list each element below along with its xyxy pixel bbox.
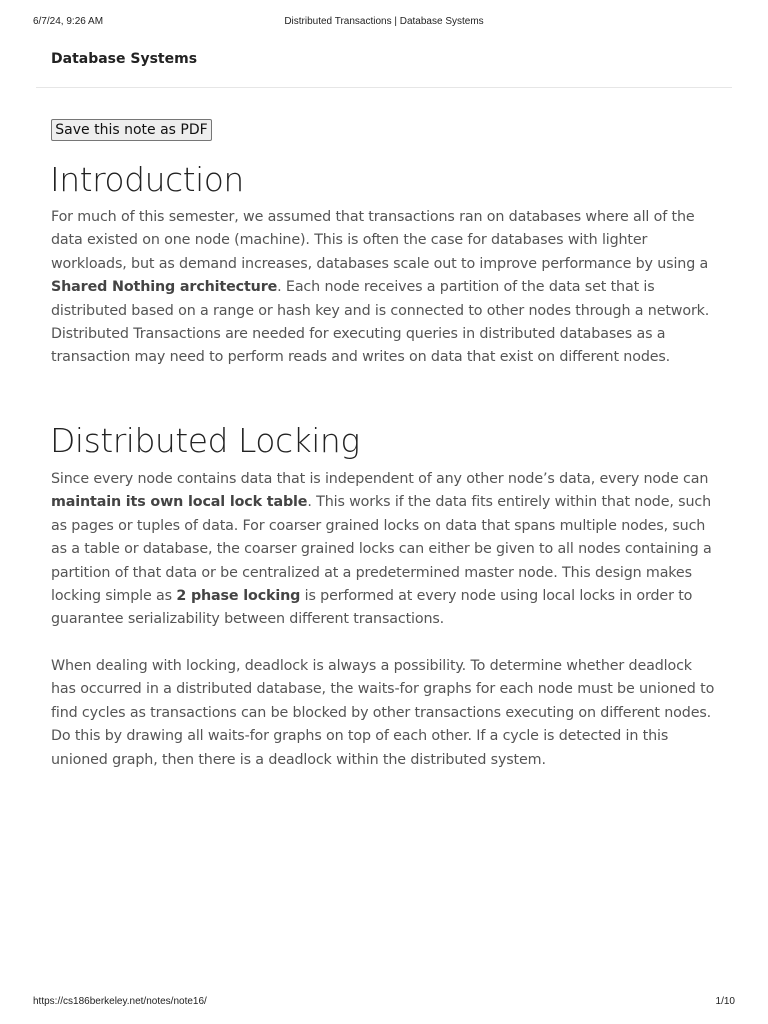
locking-text-2: . This works if the data fits entirely within that node, such as pages or tuples of data. For coarser grained locks on data that spans multiple nodes, such as a table or database, the coarser grained locks can either be given to all nodes containing a partition of that data or be centralized at a predetermined master node. This design makes locking simple as — [51, 494, 712, 605]
locking-text-1: Since every node contains data that is independent of any other node’s data, every node can — [51, 471, 709, 487]
heading-distributed-locking: Distributed Locking — [50, 421, 360, 460]
intro-bold-shared-nothing: Shared Nothing architecture — [51, 279, 278, 296]
intro-paragraph — [51, 206, 721, 370]
print-url: https://cs186berkeley.net/notes/note16/ — [33, 996, 207, 1007]
locking-text-3: is performed at every node using local locks in order to guarantee serializability between different transactions. — [51, 588, 693, 628]
header-divider — [36, 87, 732, 88]
print-page-number: 1/10 — [715, 996, 735, 1007]
print-datetime: 6/7/24, 9:26 AM — [33, 16, 104, 27]
print-footer — [0, 996, 768, 1010]
intro-text-1: For much of this semester, we assumed that transactions ran on databases where all of the data existed on one node (machine). This is often the case for databases with lighter workloads, but as demand increases, databases scale out to improve performance by using a — [51, 209, 709, 272]
heading-introduction: Introduction — [50, 160, 244, 199]
locking-bold-local-lock-table: maintain its own local lock table — [51, 494, 308, 511]
locking-paragraph-2: When dealing with locking, deadlock is always a possibility. To determine whether deadlock has occurred in a distributed database, the waits-for graphs for each node must be unioned to find cycles as transactions can be blocked by other transactions executing on different nodes. Do this by drawing all waits-for graphs on top of each other. If a cycle is detected in this unioned graph, then there is a deadlock within the distributed system. — [51, 658, 715, 768]
print-document-title: Distributed Transactions | Database Systems — [284, 16, 484, 27]
locking-bold-2pl: 2 phase locking — [176, 588, 301, 605]
intro-text-2: . Each node receives a partition of the data set that is distributed based on a range or hash key and is connected to other nodes through a network. Distributed Transactions are needed for executing queries in distributed databases as a transaction may need to perform reads and writes on data that exist on different nodes. — [51, 279, 710, 366]
print-header — [0, 16, 768, 30]
locking-paragraph-1 — [51, 468, 721, 632]
save-pdf-button[interactable]: Save this note as PDF — [51, 119, 212, 141]
site-title-link[interactable]: Database Systems — [51, 51, 198, 67]
